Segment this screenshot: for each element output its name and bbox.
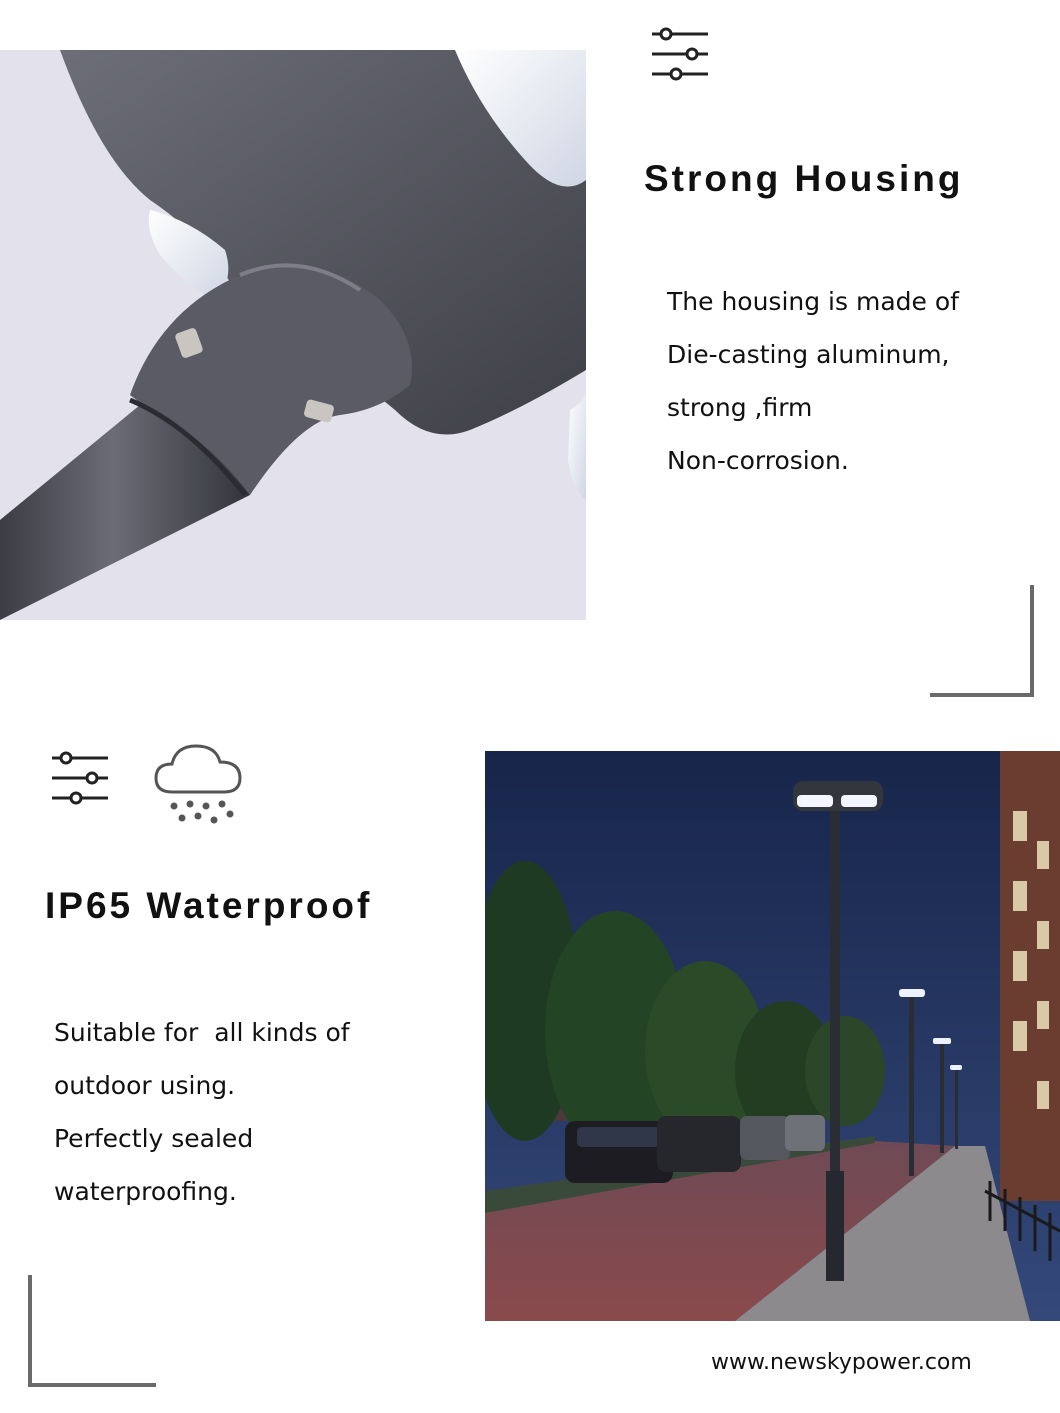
section-description-strong-housing [667,275,959,487]
description-line: Perfectly sealed [54,1124,254,1153]
corner-bracket-decoration [28,1275,156,1387]
description-line: Non-corrosion. [667,446,849,475]
housing-closeup-photo [0,50,586,620]
description-line: The housing is made of [667,287,959,316]
corner-bracket-decoration [930,585,1034,697]
section-title-ip65-waterproof: IP65 Waterproof [45,885,373,926]
night-street-photo [485,751,1060,1321]
website-url: www.newskypower.com [711,1350,972,1375]
description-line: Suitable for all kinds of [54,1018,350,1047]
section-description-ip65-waterproof [54,1006,350,1218]
rain-cloud-icon [150,740,246,832]
sliders-icon [50,750,110,808]
section-title-strong-housing: Strong Housing [644,158,964,199]
description-line: outdoor using. [54,1071,236,1100]
description-line: waterproofing. [54,1177,237,1206]
description-line: strong ,firm [667,393,813,422]
description-line: Die-casting aluminum, [667,340,950,369]
sliders-icon [650,26,710,84]
